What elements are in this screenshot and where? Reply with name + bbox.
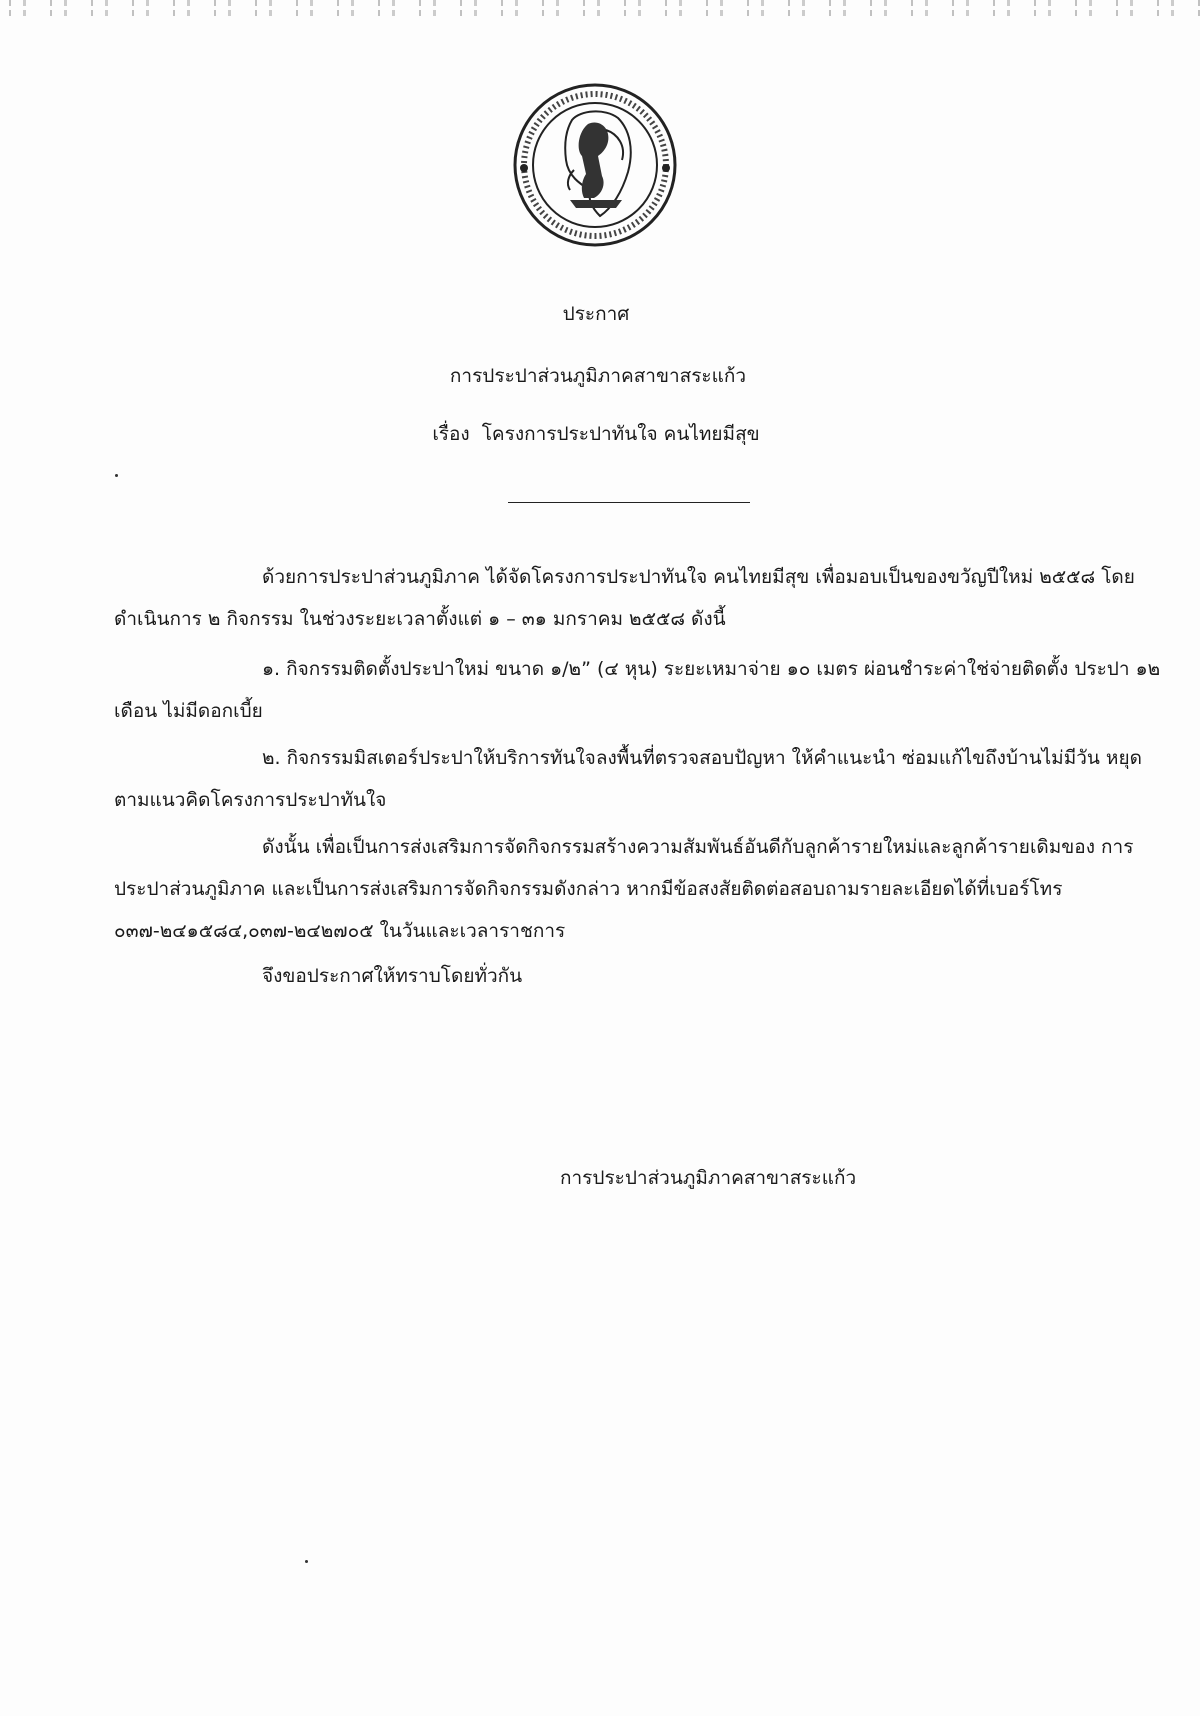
closing-statement: จึงขอประกาศให้ทราบโดยทั่วกัน (262, 965, 523, 987)
subject-label: เรื่อง (432, 423, 470, 445)
announcement-title: ประกาศ (562, 303, 630, 325)
scan-speck (115, 474, 118, 477)
pwa-emblem-seal-icon (510, 80, 680, 250)
title-divider (508, 502, 750, 503)
scan-artifact-strip (0, 0, 1200, 22)
body-paragraph: ๑. กิจกรรมติดตั้งประปาใหม่ ขนาด ๑/๒” (๔ หุน) ระยะเหมาจ่าย ๑๐ เมตร ผ่อนชำระค่าใช่จ่ายติดตั้ง ประปา ๑๒ เดือน ไม่มีดอกเบี้ย (114, 658, 1161, 722)
scan-speck (305, 1560, 308, 1563)
body-paragraph: ดังนั้น เพื่อเป็นการส่งเสริมการจัดกิจกรรมสร้างความสัมพันธ์อันดีกับลูกค้ารายใหม่และลูกค้ารายเดิมของ การประปาส่วนภูมิภาค และเป็นการส่งเสริมการจัดกิจกรรมดังกล่าว หากมีข้อสงสัยติดต่อสอบถามรายละเอียดได้ที่เบอร์โทร ๐๓๗-๒๔๑๕๘๔,๐๓๗-๒๔๒๗๐๕ ในวันและเวลาราชการ (114, 836, 1134, 942)
agency-name: การประปาส่วนภูมิภาคสาขาสระแก้ว (449, 365, 747, 387)
subject-text: โครงการประปาทันใจ คนไทยมีสุข (481, 423, 760, 445)
signature-agency: การประปาส่วนภูมิภาคสาขาสระแก้ว (560, 1167, 857, 1189)
body-paragraph: ๒. กิจกรรมมิสเตอร์ประปาให้บริการทันใจลงพื้นที่ตรวจสอบปัญหา ให้คำแนะนำ ซ่อมแก้ไขถึงบ้านไม่มีวัน หยุด ตามแนวคิดโครงการประปาทันใจ (114, 747, 1142, 811)
subject-line (0, 420, 1196, 448)
body-paragraph: ด้วยการประปาส่วนภูมิภาค ได้จัดโครงการประปาทันใจ คนไทยมีสุข เพื่อมอบเป็นของขวัญปีใหม่ ๒๕๕๘ โดยดำเนินการ ๒ กิจกรรม ในช่วงระยะเวลาตั้งแต่ ๑ – ๓๑ มกราคม ๒๕๕๘ ดังนี้ (114, 566, 1135, 630)
